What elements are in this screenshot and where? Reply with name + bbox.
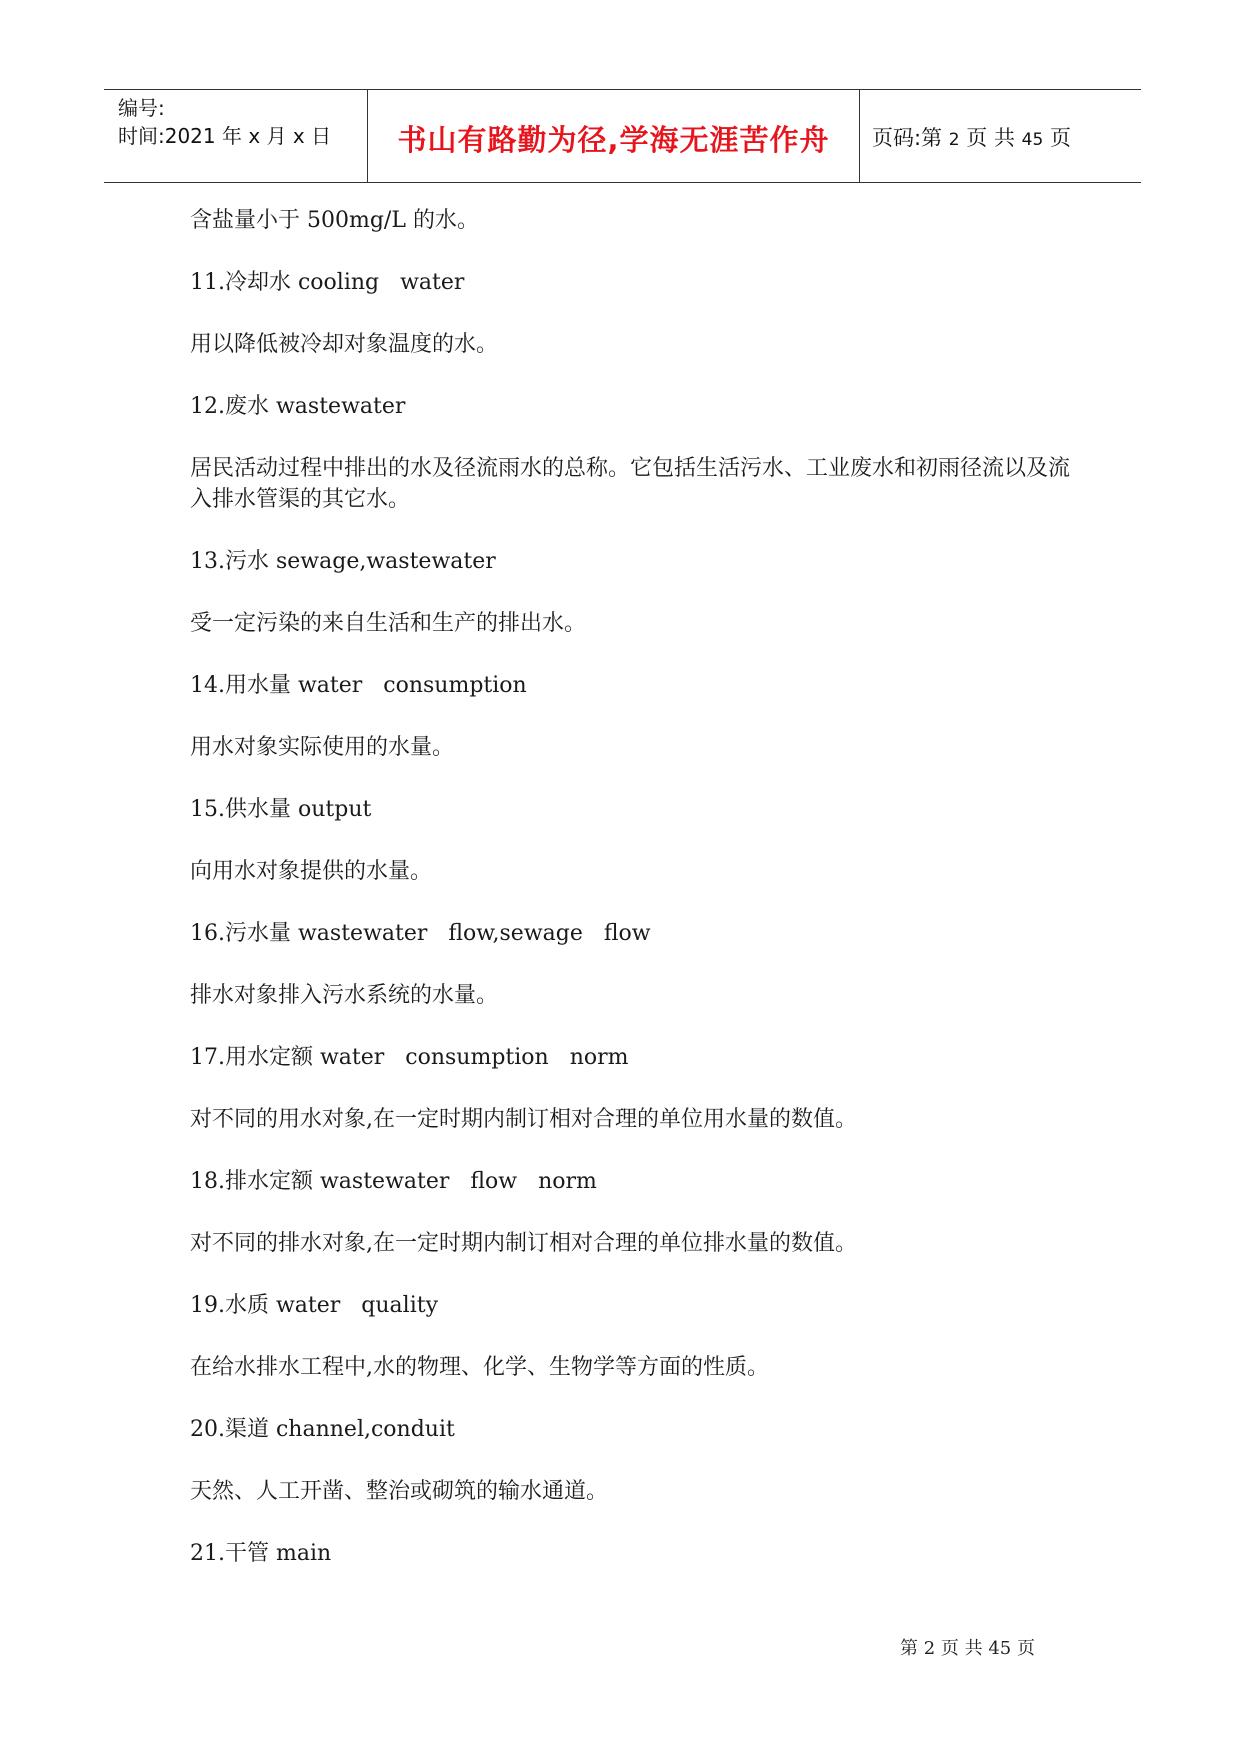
term-heading: 14.用水量 water consumption — [190, 673, 527, 698]
term-heading: 19.水质 water quality — [190, 1293, 438, 1318]
page-number: 2 — [948, 130, 960, 150]
term-heading: 17.用水定额 water consumption norm — [190, 1045, 629, 1070]
page-mid: 页 共 — [966, 126, 1015, 150]
paragraph: 含盐量小于 500mg/L 的水。 — [190, 208, 479, 233]
term-heading: 11.冷却水 cooling water — [190, 270, 465, 295]
paragraph: 居民活动过程中排出的水及径流雨水的总称。它包括生活污水、工业废水和初雨径流以及流入排水管渠的其它水。 — [190, 456, 1071, 512]
header-divider — [859, 90, 860, 182]
term-heading: 16.污水量 wastewater flow,sewage flow — [190, 921, 651, 946]
term-heading: 18.排水定额 wastewater flow norm — [190, 1169, 597, 1194]
paragraph: 对不同的用水对象,在一定时期内制订相对合理的单位用水量的数值。 — [190, 1107, 857, 1132]
header-meta — [118, 94, 331, 150]
document-time-label: 时间:2021 年 x 月 x 日 — [118, 124, 332, 148]
paragraph: 用以降低被冷却对象温度的水。 — [190, 332, 499, 357]
paragraph: 排水对象排入污水系统的水量。 — [190, 983, 499, 1008]
paragraph: 在给水排水工程中,水的物理、化学、生物学等方面的性质。 — [190, 1355, 769, 1380]
paragraph: 受一定污染的来自生活和生产的排出水。 — [190, 611, 587, 636]
page-footer: 第 2 页 共 45 页 — [900, 1638, 1035, 1659]
paragraph: 天然、人工开凿、整治或砌筑的输水通道。 — [190, 1479, 609, 1504]
header-page-indicator — [872, 122, 1071, 152]
term-heading: 15.供水量 output — [190, 797, 372, 822]
paragraph: 向用水对象提供的水量。 — [190, 859, 433, 884]
term-heading: 13.污水 sewage,wastewater — [190, 549, 496, 574]
header-motto: 书山有路勤为径,学海无涯苦作舟 — [397, 123, 830, 157]
term-heading: 20.渠道 channel,conduit — [190, 1417, 455, 1442]
term-heading: 21.干管 main — [190, 1541, 332, 1566]
paragraph: 对不同的排水对象,在一定时期内制订相对合理的单位排水量的数值。 — [190, 1231, 857, 1256]
term-heading: 12.废水 wastewater — [190, 394, 406, 419]
page-prefix: 页码:第 — [872, 126, 943, 150]
page-total: 45 — [1021, 130, 1044, 150]
document-number-label: 编号: — [118, 96, 165, 120]
paragraph: 用水对象实际使用的水量。 — [190, 735, 455, 760]
page-suffix: 页 — [1049, 126, 1071, 150]
page-header — [104, 89, 1141, 183]
